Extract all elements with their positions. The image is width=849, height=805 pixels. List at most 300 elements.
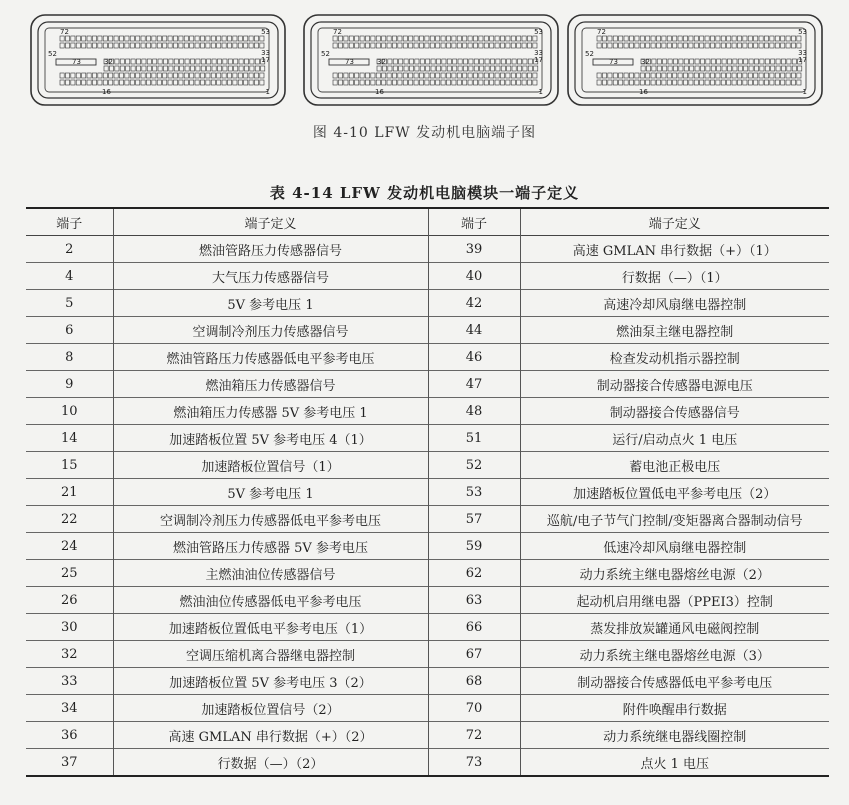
connector-pin bbox=[76, 43, 80, 48]
connector-pin bbox=[71, 36, 75, 41]
connector-pin bbox=[683, 73, 687, 78]
connector-pin bbox=[706, 59, 710, 64]
connector-pin bbox=[415, 59, 419, 64]
terminal-number-left: 24 bbox=[60, 538, 78, 554]
connector-pin bbox=[338, 36, 342, 41]
connector-pin bbox=[217, 80, 221, 85]
connector-pin-label: 52 bbox=[585, 50, 594, 58]
connector-pin bbox=[479, 36, 483, 41]
connector-pin bbox=[109, 43, 113, 48]
terminal-definition-left: 燃油管路压力传感器信号 bbox=[113, 236, 428, 263]
connector-pin bbox=[656, 80, 660, 85]
connector-pin bbox=[419, 36, 423, 41]
connector-pin bbox=[392, 36, 396, 41]
terminal-definition-left: 行数据（—）（2） bbox=[113, 749, 428, 777]
terminal-definition-right: 制动器接合传感器信号 bbox=[520, 398, 829, 425]
terminal-definition-left: 5V 参考电压 1 bbox=[113, 290, 428, 317]
connector-pin bbox=[388, 59, 392, 64]
connector-pin bbox=[468, 43, 472, 48]
connector-pin bbox=[200, 36, 204, 41]
connector-pin bbox=[146, 36, 150, 41]
connector-pin bbox=[651, 43, 655, 48]
connector-pin bbox=[403, 43, 407, 48]
connector-pin bbox=[679, 59, 683, 64]
connector-pin bbox=[388, 66, 392, 71]
connector-pin bbox=[452, 80, 456, 85]
connector-pin bbox=[705, 73, 709, 78]
connector-pin bbox=[662, 73, 666, 78]
connector-pin bbox=[120, 66, 124, 71]
connector-pin bbox=[87, 43, 91, 48]
connector-pin-label: 53 bbox=[534, 28, 543, 36]
connector-pin bbox=[201, 66, 205, 71]
connector-pin bbox=[415, 66, 419, 71]
connector-pin bbox=[190, 36, 194, 41]
connector-pin bbox=[409, 66, 413, 71]
connector-pin bbox=[426, 59, 430, 64]
connector-pin bbox=[163, 66, 167, 71]
terminal-number-left: 15 bbox=[60, 457, 78, 473]
connector-pin bbox=[168, 80, 172, 85]
connector-pin bbox=[759, 73, 763, 78]
connector-pin bbox=[179, 43, 183, 48]
connector-pin bbox=[602, 36, 606, 41]
connector-pin bbox=[678, 80, 682, 85]
connector-pin bbox=[130, 73, 134, 78]
connector-pin bbox=[190, 59, 194, 64]
connector-pin-label: 73 bbox=[345, 58, 354, 66]
terminal-number-left: 26 bbox=[60, 592, 78, 608]
connector-pin bbox=[511, 73, 515, 78]
connector-pin bbox=[786, 36, 790, 41]
connector-pin bbox=[163, 43, 167, 48]
connector-pin bbox=[87, 36, 91, 41]
connector-pin bbox=[781, 66, 785, 71]
connector-pin bbox=[414, 73, 418, 78]
terminal-definition-right: 蒸发排放炭罐通风电磁阀控制 bbox=[520, 614, 829, 641]
connector-pin bbox=[222, 36, 226, 41]
connector-pin bbox=[436, 80, 440, 85]
connector-pin bbox=[104, 66, 108, 71]
connector-pin bbox=[103, 36, 107, 41]
connector-pin-label: 16 bbox=[102, 88, 111, 96]
connector-pin bbox=[119, 73, 123, 78]
connector-pin bbox=[667, 43, 671, 48]
connector-pin bbox=[695, 59, 699, 64]
connector-pin bbox=[431, 66, 435, 71]
connector-pin bbox=[261, 66, 265, 71]
table-row bbox=[26, 533, 829, 560]
connector-pin bbox=[169, 66, 173, 71]
connector-pin bbox=[239, 66, 243, 71]
connector-pin bbox=[152, 73, 156, 78]
connector-pin bbox=[786, 80, 790, 85]
connector-pin bbox=[403, 80, 407, 85]
connector-pin bbox=[141, 73, 145, 78]
connector-pin-label: 1 bbox=[802, 88, 807, 96]
connector-pin bbox=[109, 80, 113, 85]
connector-pin bbox=[656, 36, 660, 41]
connector-pin bbox=[663, 66, 667, 71]
terminal-definition-left: 加速踏板位置信号（1） bbox=[113, 452, 428, 479]
connector-pin bbox=[163, 36, 167, 41]
connector-pin bbox=[382, 80, 386, 85]
connector-pin bbox=[602, 80, 606, 85]
connector-pin bbox=[419, 73, 423, 78]
connector-pin bbox=[458, 66, 462, 71]
connector-pin bbox=[507, 66, 511, 71]
connector-pin bbox=[787, 59, 791, 64]
terminal-definition-right: 动力系统主继电器熔丝电源（3） bbox=[520, 641, 829, 668]
connector-pin bbox=[737, 43, 741, 48]
connector-pin bbox=[114, 36, 118, 41]
connector-pin bbox=[528, 59, 532, 64]
terminal-definition-right: 高速 GMLAN 串行数据（+）（1） bbox=[520, 236, 829, 263]
connector-pin bbox=[409, 80, 413, 85]
connector-pin bbox=[468, 73, 472, 78]
connector-pin bbox=[716, 73, 720, 78]
connector-pin bbox=[152, 43, 156, 48]
connector-pin bbox=[147, 59, 151, 64]
connector-pin bbox=[787, 66, 791, 71]
terminal-definition-left: 大气压力传感器信号 bbox=[113, 263, 428, 290]
terminal-definition-right: 加速踏板位置低电平参考电压（2） bbox=[520, 479, 829, 506]
connector-pin bbox=[527, 36, 531, 41]
connector-pin bbox=[376, 73, 380, 78]
connector-pin bbox=[200, 80, 204, 85]
connector-pin bbox=[414, 43, 418, 48]
connector-pin bbox=[759, 36, 763, 41]
connector-pin bbox=[700, 80, 704, 85]
connector-pin bbox=[523, 66, 527, 71]
connector-pin bbox=[629, 43, 633, 48]
connector-pin bbox=[82, 43, 86, 48]
connector-pin bbox=[479, 80, 483, 85]
connector-pin bbox=[250, 59, 254, 64]
connector-pin bbox=[260, 43, 264, 48]
terminal-definition-left: 加速踏板位置 5V 参考电压 4（1） bbox=[113, 425, 428, 452]
connector-pin bbox=[436, 36, 440, 41]
connector-pin bbox=[749, 59, 753, 64]
connector-pin bbox=[527, 73, 531, 78]
connector-pin bbox=[344, 73, 348, 78]
connector-pin bbox=[403, 36, 407, 41]
connector-pin bbox=[244, 36, 248, 41]
connector-pin bbox=[152, 36, 156, 41]
connector-pin bbox=[125, 80, 129, 85]
connector-pin bbox=[495, 80, 499, 85]
connector-pin bbox=[764, 36, 768, 41]
connector-pin bbox=[737, 80, 741, 85]
connector-pin bbox=[689, 43, 693, 48]
connector-pin bbox=[136, 73, 140, 78]
terminal-definition-right: 燃油泵主继电器控制 bbox=[520, 317, 829, 344]
connector-pin bbox=[743, 80, 747, 85]
connector-pin bbox=[349, 80, 353, 85]
connector-pin bbox=[732, 36, 736, 41]
connector-pin bbox=[770, 43, 774, 48]
connector-pin bbox=[136, 43, 140, 48]
terminal-number-left: 22 bbox=[60, 511, 78, 527]
connector-pin bbox=[641, 66, 645, 71]
connector-pin bbox=[608, 43, 612, 48]
connector-pin bbox=[115, 59, 119, 64]
connector-pin bbox=[442, 59, 446, 64]
connector-pin bbox=[506, 43, 510, 48]
connector-pin bbox=[717, 59, 721, 64]
connector-pin bbox=[179, 73, 183, 78]
connector-pin bbox=[441, 80, 445, 85]
connector-pin bbox=[430, 80, 434, 85]
connector-pin bbox=[195, 80, 199, 85]
connector-pin bbox=[174, 66, 178, 71]
connector-pin-label: 72 bbox=[60, 28, 69, 36]
connector-pin bbox=[770, 36, 774, 41]
connector-pin bbox=[651, 73, 655, 78]
connector-pin bbox=[92, 73, 96, 78]
connector-pin bbox=[657, 66, 661, 71]
connector-pin bbox=[732, 73, 736, 78]
connector-pin-label: 32 bbox=[104, 58, 113, 66]
connector-pin bbox=[640, 80, 644, 85]
connector-pin bbox=[233, 73, 237, 78]
connector-pin bbox=[211, 73, 215, 78]
terminal-number-left: 32 bbox=[60, 646, 78, 662]
connector-pin bbox=[651, 36, 655, 41]
connector-pin bbox=[764, 80, 768, 85]
connector-pin bbox=[786, 43, 790, 48]
connector-pin bbox=[500, 36, 504, 41]
connector-pin bbox=[754, 36, 758, 41]
connector-pin bbox=[338, 43, 342, 48]
connector-pin bbox=[635, 43, 639, 48]
connector-pin bbox=[441, 73, 445, 78]
connector-pin bbox=[333, 43, 337, 48]
connector-pin bbox=[512, 59, 516, 64]
connector-pin bbox=[228, 59, 232, 64]
table-row bbox=[26, 236, 829, 263]
connector-pin bbox=[420, 59, 424, 64]
connector-pin bbox=[179, 36, 183, 41]
connector-pin bbox=[700, 43, 704, 48]
connector-pin bbox=[399, 59, 403, 64]
connector-pin bbox=[409, 73, 413, 78]
terminal-number-right: 53 bbox=[465, 484, 483, 500]
connector-pin bbox=[463, 43, 467, 48]
connector-pin bbox=[689, 73, 693, 78]
connector-pin bbox=[404, 59, 408, 64]
connector-pin bbox=[360, 36, 364, 41]
terminal-number-left: 36 bbox=[60, 727, 78, 743]
connector-pin bbox=[662, 36, 666, 41]
connector-pin bbox=[244, 43, 248, 48]
connector-pin bbox=[163, 73, 167, 78]
connector-pin bbox=[463, 73, 467, 78]
connector-pin bbox=[474, 66, 478, 71]
connector-pin bbox=[733, 59, 737, 64]
connector-pin bbox=[527, 80, 531, 85]
connector-pin bbox=[490, 73, 494, 78]
connector-pin bbox=[721, 80, 725, 85]
connector-pin bbox=[705, 43, 709, 48]
connector-pin bbox=[392, 73, 396, 78]
connector-pin bbox=[249, 43, 253, 48]
connector-pin bbox=[333, 80, 337, 85]
connector-pin bbox=[640, 43, 644, 48]
connector-pin bbox=[473, 73, 477, 78]
connector-pin bbox=[517, 36, 521, 41]
connector-pin bbox=[255, 59, 259, 64]
terminal-number-left: 2 bbox=[65, 241, 74, 257]
connector-pin bbox=[420, 66, 424, 71]
connector-pin bbox=[473, 36, 477, 41]
connector-pin bbox=[748, 43, 752, 48]
connector-pin bbox=[436, 59, 440, 64]
connector-pin bbox=[333, 73, 337, 78]
connector-pin bbox=[344, 80, 348, 85]
connector-pin bbox=[141, 80, 145, 85]
connector-pin bbox=[447, 59, 451, 64]
connector-pin bbox=[700, 59, 704, 64]
connector-pin bbox=[754, 66, 758, 71]
connector-pin bbox=[234, 66, 238, 71]
connector-pin bbox=[103, 73, 107, 78]
connector-pin bbox=[771, 66, 775, 71]
connector-pin bbox=[656, 73, 660, 78]
connector-pin bbox=[743, 43, 747, 48]
connector-pin bbox=[376, 36, 380, 41]
connector-pin bbox=[223, 66, 227, 71]
connector-pin bbox=[743, 73, 747, 78]
connector-pin bbox=[430, 36, 434, 41]
connector-svg bbox=[30, 14, 286, 106]
terminal-number-right: 63 bbox=[465, 592, 483, 608]
connector-pin bbox=[797, 36, 801, 41]
connector-pin bbox=[382, 36, 386, 41]
connector-pin bbox=[522, 73, 526, 78]
terminal-number-right: 44 bbox=[465, 322, 483, 338]
connector-pin bbox=[602, 73, 606, 78]
connector-pin bbox=[673, 80, 677, 85]
connector-pin bbox=[689, 36, 693, 41]
table-row bbox=[26, 668, 829, 695]
connector-pin bbox=[485, 59, 489, 64]
connector-pin bbox=[608, 73, 612, 78]
terminal-definition-left: 加速踏板位置信号（2） bbox=[113, 695, 428, 722]
header-terminal-right: 端子 bbox=[460, 216, 487, 232]
connector-pin bbox=[425, 80, 429, 85]
terminal-number-right: 39 bbox=[465, 241, 483, 257]
connector-pin bbox=[250, 66, 254, 71]
connector-pin bbox=[103, 43, 107, 48]
connector-pin bbox=[711, 59, 715, 64]
connector-pin bbox=[500, 73, 504, 78]
connector-pin bbox=[484, 73, 488, 78]
connector-pin bbox=[355, 36, 359, 41]
connector-pin bbox=[533, 43, 537, 48]
connector-pin bbox=[791, 43, 795, 48]
connector-pin bbox=[781, 36, 785, 41]
connector-pin bbox=[754, 80, 758, 85]
terminal-definition-right: 高速冷却风扇继电器控制 bbox=[520, 290, 829, 317]
connector-pin bbox=[115, 66, 119, 71]
connector-pin-label: 16 bbox=[375, 88, 384, 96]
connector-pin bbox=[744, 66, 748, 71]
connector-pin bbox=[387, 43, 391, 48]
connector-pin bbox=[227, 36, 231, 41]
connector-pin bbox=[338, 73, 342, 78]
connector-pin bbox=[635, 36, 639, 41]
connector-pin bbox=[211, 80, 215, 85]
connector-pin bbox=[792, 66, 796, 71]
connector-pin bbox=[425, 73, 429, 78]
connector-pin bbox=[667, 73, 671, 78]
connector-pin bbox=[533, 80, 537, 85]
connector-pin bbox=[244, 59, 248, 64]
connector-pin bbox=[217, 59, 221, 64]
terminal-number-left: 9 bbox=[65, 376, 74, 392]
connector-pin bbox=[255, 66, 259, 71]
connector-pin bbox=[365, 36, 369, 41]
table-row bbox=[26, 371, 829, 398]
connector-pin bbox=[239, 59, 243, 64]
connector-pin bbox=[254, 73, 258, 78]
connector-pin bbox=[196, 59, 200, 64]
connector-pin bbox=[727, 43, 731, 48]
connector-pin bbox=[480, 59, 484, 64]
connector-pin bbox=[190, 73, 194, 78]
terminal-number-right: 62 bbox=[465, 565, 483, 581]
connector-pin bbox=[222, 73, 226, 78]
connector-pin bbox=[469, 59, 473, 64]
connector-pin bbox=[737, 73, 741, 78]
connector-pin bbox=[349, 36, 353, 41]
connector-pin bbox=[87, 73, 91, 78]
connector-pin bbox=[765, 66, 769, 71]
connector-pin bbox=[425, 43, 429, 48]
connector-pin bbox=[371, 43, 375, 48]
connector-pin bbox=[399, 66, 403, 71]
connector-pin bbox=[597, 73, 601, 78]
terminal-number-right: 48 bbox=[465, 403, 483, 419]
connector-pin bbox=[673, 36, 677, 41]
connector-pin bbox=[646, 80, 650, 85]
header-definition-right: 端子定义 bbox=[520, 208, 829, 236]
connector-pin bbox=[473, 80, 477, 85]
connector-pin bbox=[619, 73, 623, 78]
connector-pin bbox=[480, 66, 484, 71]
connector-pin bbox=[119, 36, 123, 41]
connector-pin-label: 32 bbox=[377, 58, 386, 66]
connector-pin-label: 53 bbox=[261, 28, 270, 36]
connector-pin bbox=[770, 73, 774, 78]
connector-pin bbox=[791, 73, 795, 78]
connector-pin bbox=[760, 66, 764, 71]
connector-pin bbox=[457, 80, 461, 85]
connector-pin bbox=[168, 73, 172, 78]
connector-pin bbox=[667, 80, 671, 85]
connector-pin bbox=[195, 73, 199, 78]
terminal-definition-left: 加速踏板位置低电平参考电压（1） bbox=[113, 614, 428, 641]
terminal-definition-left: 空调制冷剂压力传感器信号 bbox=[113, 317, 428, 344]
connector-pin bbox=[517, 43, 521, 48]
connector-pin bbox=[533, 36, 537, 41]
connector-pin bbox=[190, 80, 194, 85]
terminal-definition-table bbox=[26, 207, 829, 777]
connector-pin-label: 73 bbox=[609, 58, 618, 66]
connector-pin bbox=[260, 73, 264, 78]
connector-pin bbox=[673, 73, 677, 78]
